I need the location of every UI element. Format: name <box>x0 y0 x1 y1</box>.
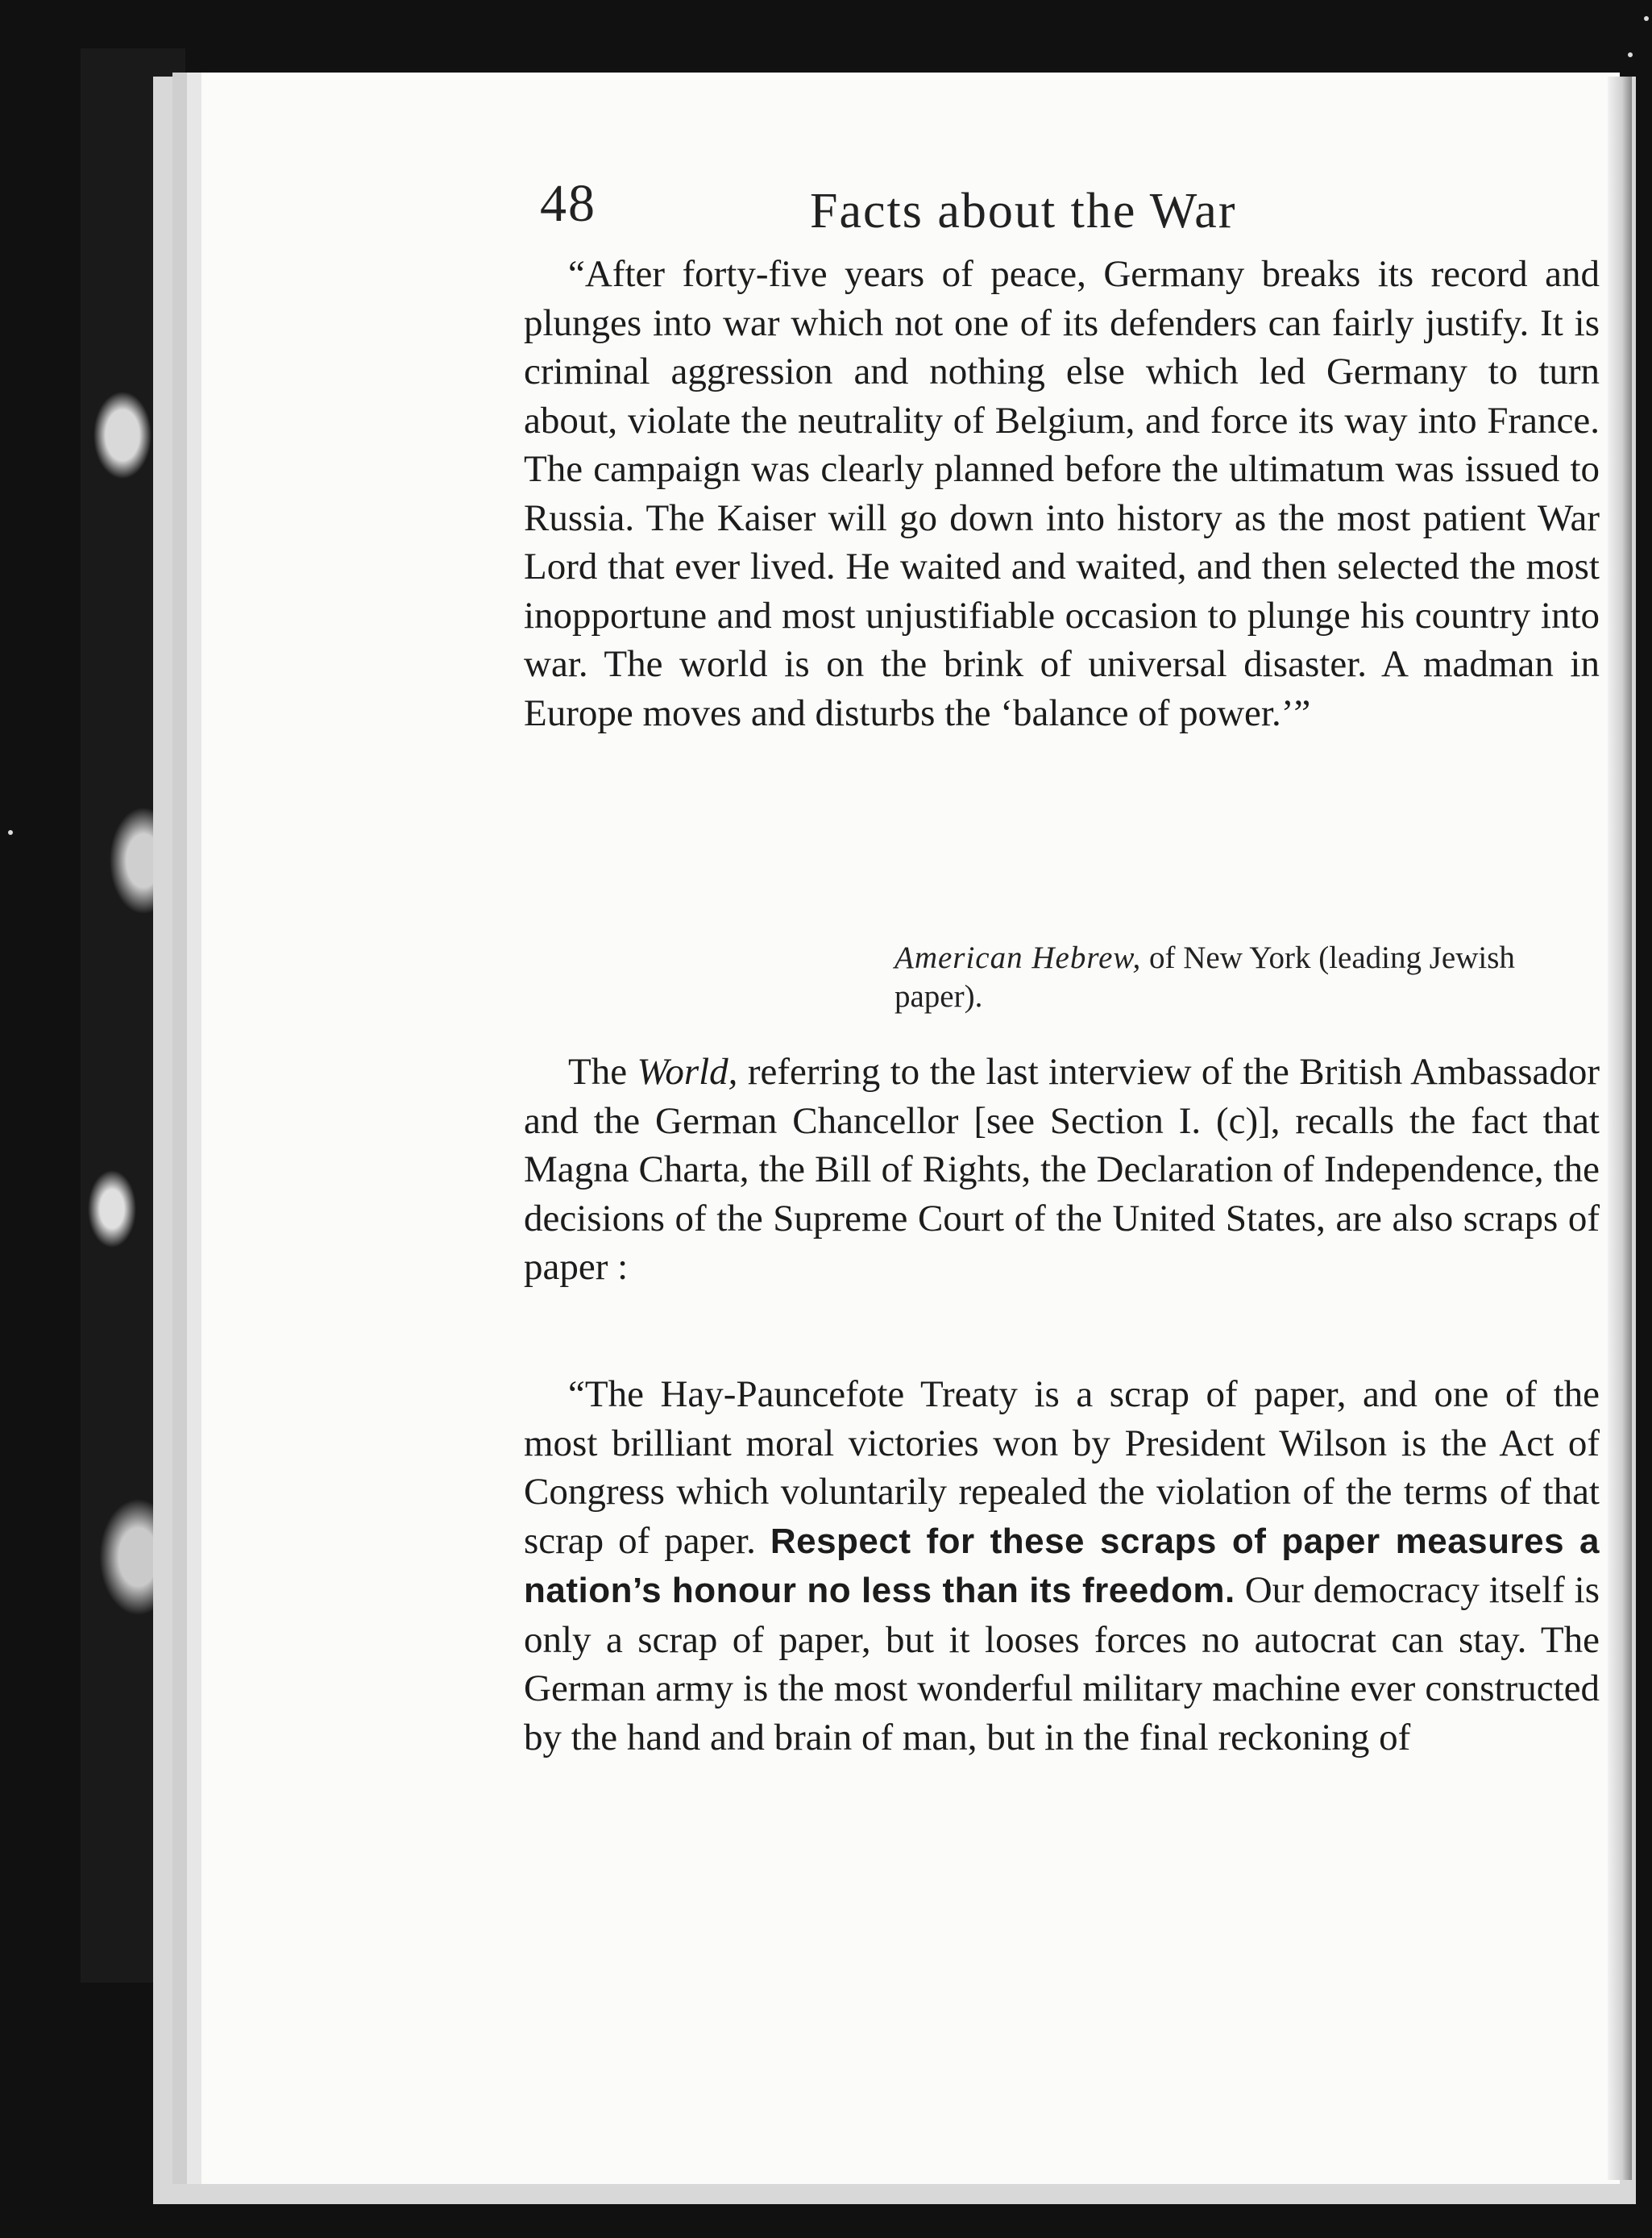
paragraph-2 <box>524 1048 1600 1292</box>
source-publication: American Hebrew, <box>894 940 1142 975</box>
quote-2-text-before: “The Hay-Pauncefote Treaty is a scrap of paper, and one of the most brilliant moral victories won by President Wilson is the Act of Congress which voluntarily repealed the violation of the terms of that scrap of paper. <box>524 1373 1600 1562</box>
scan-speck <box>1644 16 1649 21</box>
paragraph-2-intro: The <box>568 1051 628 1093</box>
running-title: Facts about the War <box>810 184 1237 239</box>
quote-source <box>894 939 1579 1016</box>
source-detail: of New York (leading Jewish paper). <box>894 940 1515 1014</box>
scan-speck <box>8 830 13 835</box>
page-edge <box>1608 77 1632 2180</box>
page-number: 48 <box>540 174 596 233</box>
scan-speck <box>1628 52 1633 57</box>
paragraph-2-text: referring to the last interview of the British Ambassador and the German Chancellor [see Section I. (c)], recalls the fact that Magna Charta, the Bill of Rights, the Declaration of Independence, the decisions of the Supreme Court of the United States, are also scraps of paper : <box>524 1051 1600 1288</box>
quote-2-text-after: Our democracy itself is only a scrap of paper, but it looses forces no autocrat can stay. The German army is the most wonderful military machine ever constructed by the hand and brain of man, but in the final reckoning of <box>524 1569 1600 1758</box>
paper-name: World, <box>637 1051 738 1093</box>
page-header <box>540 173 1346 246</box>
quote-paragraph-1 <box>524 250 1600 737</box>
quote-2-bold-text: Respect for these scraps of paper measures a nation’s honour no less than its freedom. <box>524 1521 1600 1610</box>
quote-paragraph-2 <box>524 1370 1600 1762</box>
quote-1-text: “After forty-five years of peace, Germany breaks its record and plunges into war which not one of its defenders can fairly justify. It is criminal aggression and nothing else which led Germany to turn about, violate the neutrality of Belgium, and force its way into France. The campaign was clearly planned before the ultimatum was issued to Russia. The Kaiser will go down into history as the most patient War Lord that ever lived. He waited and waited, and then selected the most inopportune and most unjustifiable occasion to plunge his country into war. The world is on the brink of universal disaster. A madman in Europe moves and disturbs the ‘balance of power.’” <box>524 253 1600 734</box>
